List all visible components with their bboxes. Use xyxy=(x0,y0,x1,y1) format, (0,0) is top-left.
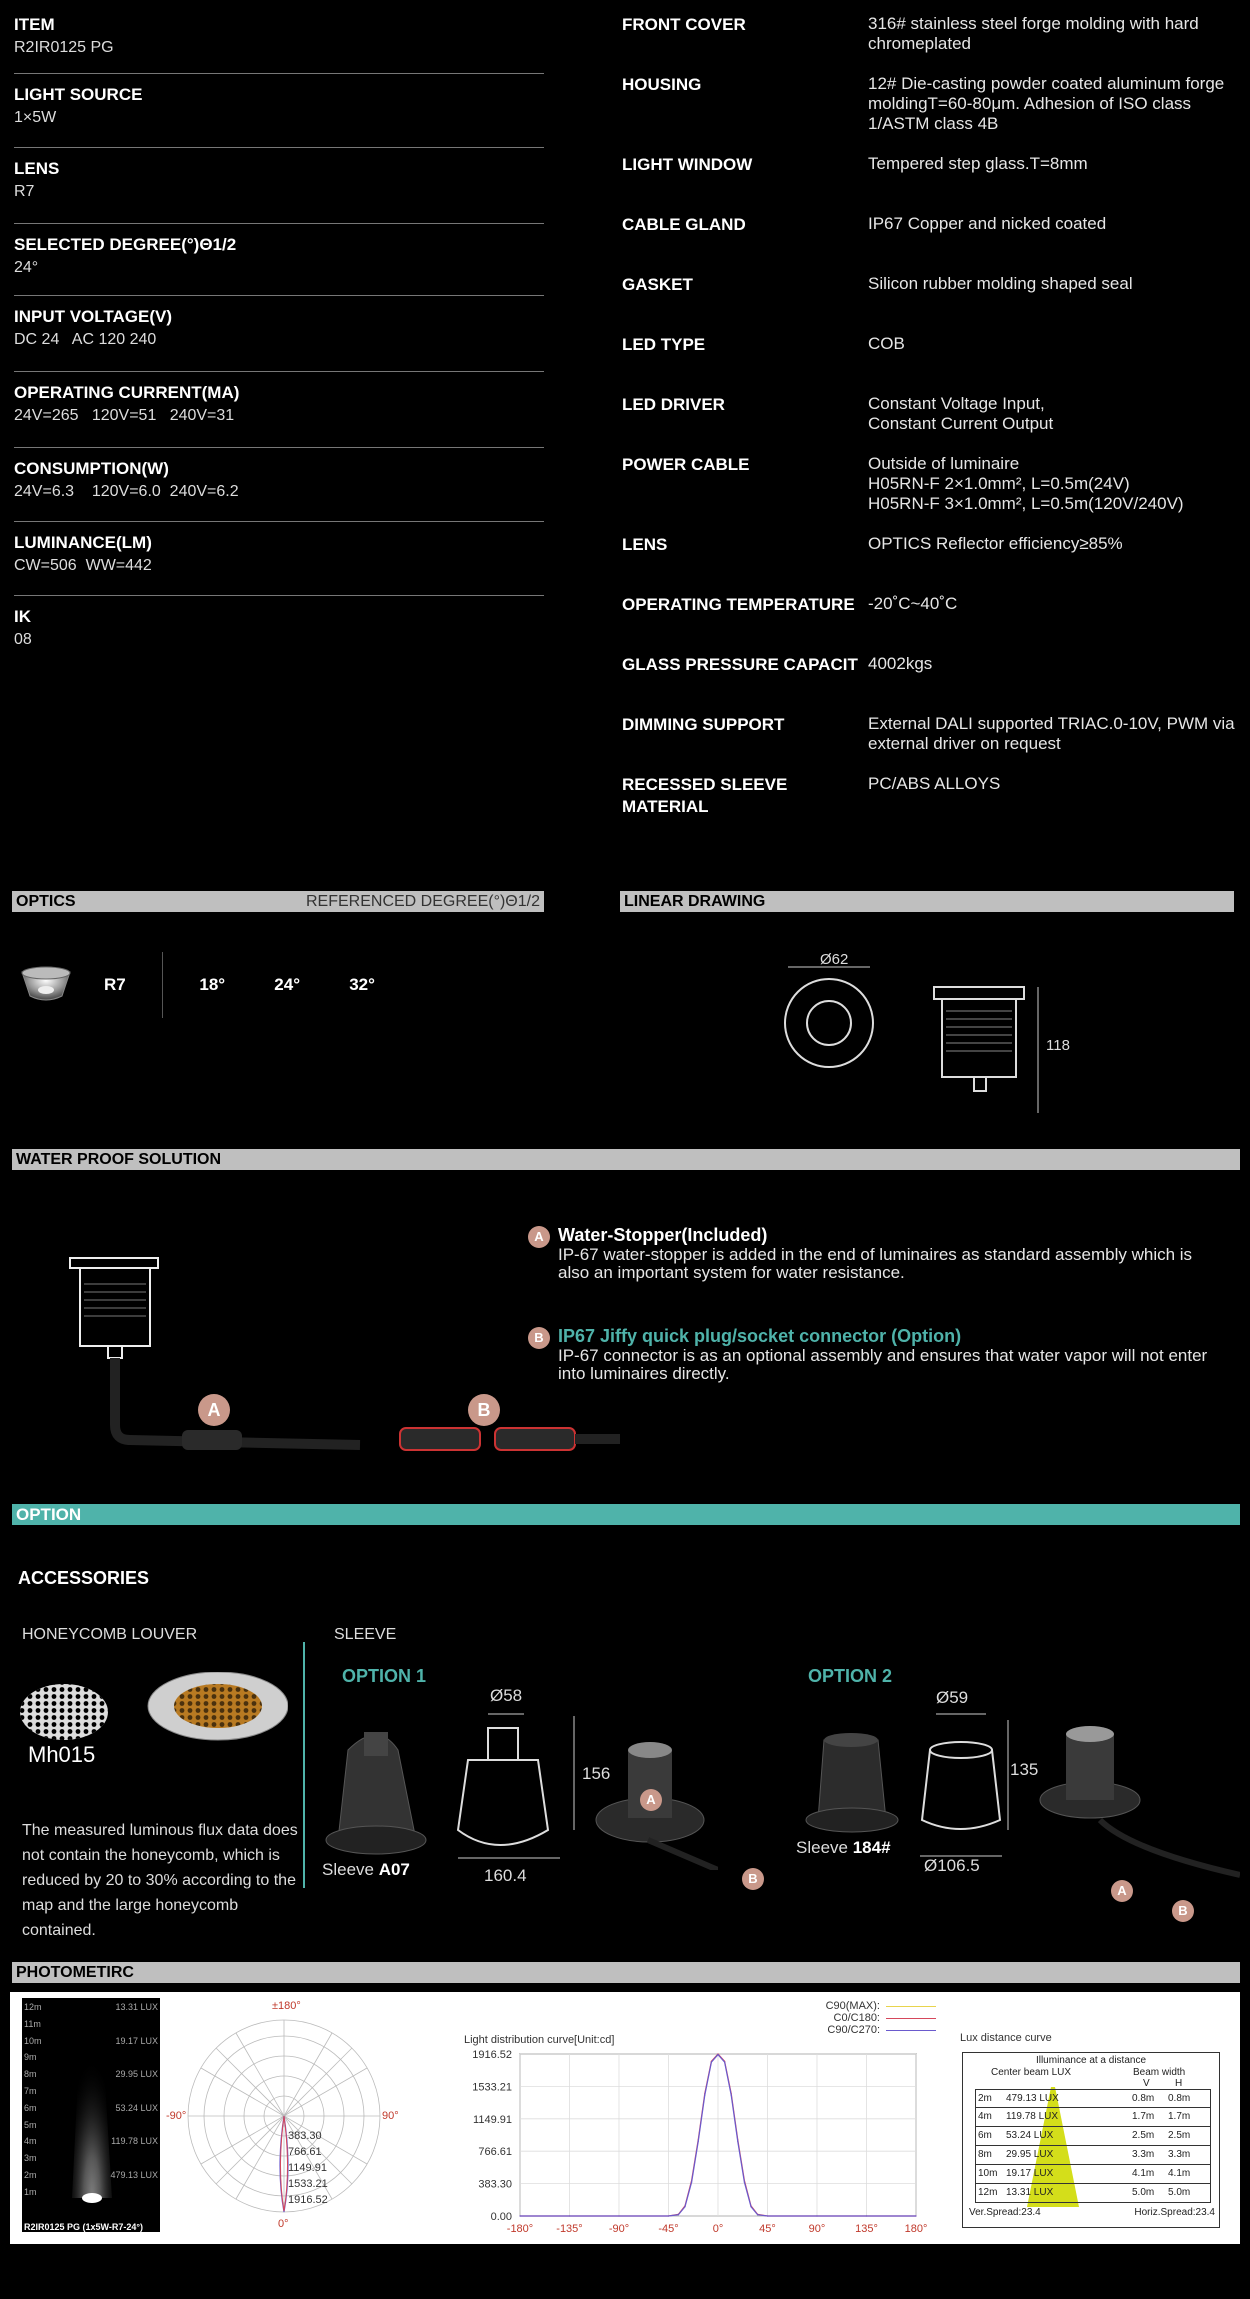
chart-x-tick: -135° xyxy=(556,2223,583,2235)
waterproof-item-b-badge: B xyxy=(528,1327,550,1349)
option2-sleeve-code: 184# xyxy=(852,1838,891,1857)
lux-table-row xyxy=(975,2089,1211,2108)
option1-diameter: Ø58 xyxy=(490,1686,523,1705)
optics-referenced-degree: REFERENCED DEGREE(°)Θ1/2 xyxy=(306,893,540,910)
spec-row-right xyxy=(622,594,1242,654)
chart-point xyxy=(915,2215,916,2216)
spec-row-left xyxy=(14,382,544,448)
option1-title: OPTION 1 xyxy=(342,1666,427,1686)
polar-value-1: 383.30 xyxy=(288,2130,322,2142)
chart-x-tick: 90° xyxy=(808,2223,826,2235)
spec-label: ITEM xyxy=(14,15,55,34)
chart-x-tick: 135° xyxy=(855,2223,878,2235)
spec-value: 1×5W xyxy=(14,109,57,126)
lux-table-cell-h: 0.8m xyxy=(1168,2093,1191,2104)
option2-diameter: Ø59 xyxy=(936,1688,969,1707)
spec-label: LED DRIVER xyxy=(622,395,725,414)
chart-point xyxy=(618,2215,619,2216)
chart-point xyxy=(757,2214,758,2215)
lux-table-col-width: Beam width xyxy=(1133,2067,1186,2078)
spec-label: LENS xyxy=(622,535,668,554)
legend-c0-c180: C0/C180: xyxy=(833,2012,880,2024)
legend-c90-max: C90(MAX): xyxy=(825,2000,880,2012)
option2-title: OPTION 2 xyxy=(808,1666,893,1686)
polar-value-4: 1533.21 xyxy=(288,2178,328,2190)
spec-row-right xyxy=(622,274,1242,334)
lux-table-cell-lux: 119.78 LUX xyxy=(1006,2111,1059,2122)
spec-value: 24° xyxy=(14,259,39,276)
waterproof-item-b-text: IP-67 connector is as an optional assembly and ensures that water vapor will not enter into luminaires directly. xyxy=(558,1346,1208,1383)
lux-table-cell-h: 1.7m xyxy=(1168,2111,1191,2122)
optics-header xyxy=(12,891,544,912)
scene-row-label: 10m xyxy=(24,2035,42,2046)
spec-value: Outside of luminaire H05RN-F 2×1.0mm², L=0.5m(24V) H05RN-F 3×1.0mm², L=0.5m(120V/240V) xyxy=(868,454,1184,513)
optics-divider xyxy=(162,952,163,1018)
polar-diagram xyxy=(166,1998,400,2232)
spec-value: 12# Die-casting powder coated aluminum forge moldingT=60-80μm. Adhesion of ISO class 1/ASTM class 4B xyxy=(868,74,1225,133)
chart-point xyxy=(737,2141,738,2142)
honeycomb-title: HONEYCOMB LOUVER xyxy=(22,1626,198,1643)
chart-point xyxy=(678,2214,679,2215)
chart-point xyxy=(724,2062,725,2063)
spec-value: OPTICS Reflector efficiency≥85% xyxy=(868,534,1123,553)
optics-degree-32: 32° xyxy=(349,975,375,994)
lux-table-cell-h: 2.5m xyxy=(1168,2130,1191,2141)
scene-lux-label: 29.95 LUX xyxy=(115,2069,158,2080)
chart-x-tick: 0° xyxy=(712,2223,724,2235)
spec-label: LED TYPE xyxy=(622,335,706,354)
optics-degree-24: 24° xyxy=(274,975,300,994)
lux-table-cell-d: 6m xyxy=(978,2130,992,2141)
spec-label: OPERATING TEMPERATURE xyxy=(622,595,855,614)
spec-value: 08 xyxy=(14,631,32,648)
lux-table-row xyxy=(975,2165,1211,2184)
curve-title: Light distribution curve[Unit:cd] xyxy=(464,2034,615,2046)
chart-y-tick: 766.61 xyxy=(478,2146,512,2159)
polar-value-5: 1916.52 xyxy=(288,2194,328,2206)
honeycomb-code: Mh015 xyxy=(28,1742,96,1767)
scene-row-label: 4m xyxy=(24,2136,37,2147)
photometric-title: PHOTOMETIRC xyxy=(16,1964,134,1981)
spec-value: COB xyxy=(868,334,905,353)
scene-lux-label: 13.31 LUX xyxy=(115,2002,158,2012)
spec-value: 4002kgs xyxy=(868,654,933,673)
honeycomb-note: The measured luminous flux data does not contain the honeycomb, which is reduced by 20 to 30% according to the map and the large honeycomb contained. xyxy=(22,1822,298,1939)
chart-x-tick: -45° xyxy=(658,2223,679,2235)
polar-right-label: 90° xyxy=(382,2110,399,2122)
spec-value: 24V=265 120V=51 240V=31 xyxy=(14,407,235,424)
chart-x-tick: -180° xyxy=(506,2223,534,2235)
spec-list-right xyxy=(622,14,1242,834)
spec-label: CABLE GLAND xyxy=(622,215,746,234)
lux-table-cell-d: 10m xyxy=(978,2168,998,2179)
option1-width: 160.4 xyxy=(484,1866,527,1885)
linear-drawing-title: LINEAR DRAWING xyxy=(624,893,766,910)
spec-value: Tempered step glass.T=8mm xyxy=(868,154,1088,173)
spec-row-right xyxy=(622,654,1242,714)
linear-drawing-height: 118 xyxy=(1046,1037,1070,1054)
spec-label: LENS xyxy=(14,159,60,178)
option1-illustration xyxy=(318,1710,718,1870)
option1-badge-b: B xyxy=(742,1868,764,1890)
scene-row-label: 1m xyxy=(24,2186,37,2197)
scene-row-label: 8m xyxy=(24,2069,37,2080)
spec-label: RECESSED SLEEVE MATERIAL xyxy=(622,775,788,816)
spec-value: R7 xyxy=(14,183,35,200)
linear-drawing-header xyxy=(620,891,1234,912)
spec-label: CONSUMPTION(W) xyxy=(14,459,169,478)
scene-row-label: 3m xyxy=(24,2153,37,2164)
chart-point xyxy=(569,2215,570,2216)
spec-label: HOUSING xyxy=(622,75,702,94)
lux-table-cell-v: 1.7m xyxy=(1132,2111,1155,2122)
accessories-divider xyxy=(303,1642,305,1888)
option1-sleeve-code: A07 xyxy=(378,1860,410,1879)
scene-caption: R2IR0125 PG (1x5W-R7-24°) xyxy=(24,2222,143,2232)
waterproof-item-a xyxy=(528,1225,1218,1282)
spec-value: R2IR0125 PG xyxy=(14,39,114,56)
scene-lux-label: 19.17 LUX xyxy=(115,2035,158,2046)
spec-label: SELECTED DEGREE(°)Θ1/2 xyxy=(14,235,237,254)
scene-row-label: 12m xyxy=(24,2002,42,2012)
chart-point xyxy=(668,2215,669,2216)
lux-table-row xyxy=(975,2184,1211,2203)
waterproof-badge-b: B xyxy=(468,1394,500,1426)
spec-label: GLASS PRESSURE CAPACIT xyxy=(622,655,858,674)
scene-row-label: 11m xyxy=(24,2018,41,2029)
chart-point xyxy=(750,2206,751,2207)
lux-table-hor-spread: Horiz.Spread:23.4 xyxy=(1134,2207,1215,2218)
spec-row-right xyxy=(622,454,1242,534)
lux-table-cell-d: 2m xyxy=(978,2093,992,2104)
spec-value: PC/ABS ALLOYS xyxy=(868,774,1001,793)
optics-lens: R7 xyxy=(104,975,126,994)
option1-sleeve-label xyxy=(322,1860,410,1880)
scene-lux-label: 119.78 LUX xyxy=(111,2136,158,2147)
spec-label: LUMINANCE(LM) xyxy=(14,533,152,552)
spec-row-right xyxy=(622,534,1242,594)
optics-row xyxy=(104,960,404,1010)
polar-left-label: -90° xyxy=(166,2110,187,2122)
lux-table-col-center: Center beam LUX xyxy=(991,2067,1072,2078)
lux-table-cell-lux: 479.13 LUX xyxy=(1006,2093,1059,2104)
polar-top-label: ±180° xyxy=(272,2000,301,2012)
chart-y-tick: 1916.52 xyxy=(472,2050,512,2061)
option-header xyxy=(12,1504,1240,1525)
option1-sleeve-prefix: Sleeve xyxy=(322,1860,379,1879)
distribution-chart xyxy=(440,2050,940,2236)
chart-point xyxy=(691,2182,692,2183)
lux-table-cell-lux: 19.17 LUX xyxy=(1006,2168,1054,2179)
spec-row-left xyxy=(14,306,544,372)
chart-x-tick: 45° xyxy=(759,2223,776,2235)
scene-row-label: 7m xyxy=(24,2086,37,2096)
linear-drawing xyxy=(770,945,1070,1115)
lux-table-cell-h: 5.0m xyxy=(1168,2187,1191,2198)
spec-row-right xyxy=(622,14,1242,74)
lux-table-col-v: V xyxy=(1143,2078,1150,2089)
option1-height: 156 xyxy=(582,1764,611,1783)
spec-label: DIMMING SUPPORT xyxy=(622,715,785,734)
scene-row-label: 2m xyxy=(24,2170,37,2180)
waterproof-badge-a: A xyxy=(198,1394,230,1426)
spec-row-right xyxy=(622,154,1242,214)
spec-list-left xyxy=(14,14,544,676)
lux-table-col-h: H xyxy=(1175,2078,1183,2089)
chart-point xyxy=(698,2141,699,2142)
option2-badge-b: B xyxy=(1172,1900,1194,1922)
chart-y-tick: 0.00 xyxy=(490,2211,512,2223)
spec-row-right xyxy=(622,214,1242,274)
option2-height: 135 xyxy=(1010,1760,1039,1779)
linear-drawing-diameter: Ø62 xyxy=(820,951,849,968)
lux-table-row xyxy=(975,2146,1211,2165)
spec-label: OPERATING CURRENT(MA) xyxy=(14,383,240,402)
spec-row-right xyxy=(622,334,1242,394)
chart-x-tick: 180° xyxy=(904,2223,928,2235)
chart-x-tick: -90° xyxy=(608,2223,630,2235)
spec-value: Constant Voltage Input, Constant Current Output xyxy=(868,394,1054,433)
lux-table-cell-v: 2.5m xyxy=(1132,2130,1155,2141)
waterproof-item-a-text: IP-67 water-stopper is added in the end of luminaires as standard assembly which is also an important system for water resistance. xyxy=(558,1245,1193,1282)
spec-value: DC 24 AC 120 240 xyxy=(14,331,157,348)
chart-point xyxy=(684,2206,685,2207)
option2-sleeve-prefix: Sleeve xyxy=(796,1838,853,1857)
option1-badge-a: A xyxy=(640,1789,662,1811)
lux-table-row xyxy=(975,2127,1211,2146)
spec-label: INPUT VOLTAGE(V) xyxy=(14,307,173,326)
spec-value: Silicon rubber molding shaped seal xyxy=(868,274,1133,293)
option-title: OPTION xyxy=(16,1505,82,1524)
scene-row-label: 5m xyxy=(24,2119,37,2130)
lux-table-rows xyxy=(975,2089,1211,2203)
spec-label: GASKET xyxy=(622,275,693,294)
polar-bottom-label: 0° xyxy=(278,2218,289,2230)
lux-table-ver-spread: Ver.Spread:23.4 xyxy=(969,2207,1041,2218)
polar-value-3: 1149.91 xyxy=(288,2162,327,2174)
lux-table-cell-lux: 13.31 LUX xyxy=(1006,2187,1054,2198)
spec-label: IK xyxy=(14,607,31,626)
lux-table xyxy=(962,2052,1220,2228)
chart-point xyxy=(744,2182,745,2183)
spec-label: FRONT COVER xyxy=(622,15,746,34)
chart-point xyxy=(866,2215,867,2216)
option2-width: Ø106.5 xyxy=(924,1856,980,1875)
lux-title: Lux distance curve xyxy=(960,2032,1052,2044)
spec-value: 24V=6.3 120V=6.0 240V=6.2 xyxy=(14,483,239,500)
chart-point xyxy=(704,2095,705,2096)
lux-table-cell-h: 4.1m xyxy=(1168,2168,1191,2179)
spec-row-left xyxy=(14,84,544,148)
curve-legend xyxy=(780,2000,940,2036)
accessories-title: ACCESSORIES xyxy=(18,1568,150,1588)
spec-label: LIGHT SOURCE xyxy=(14,85,143,104)
lux-table-cell-d: 12m xyxy=(978,2187,998,2198)
lux-table-title: Illuminance at a distance xyxy=(1035,2055,1147,2066)
polar-value-2: 766.61 xyxy=(288,2146,322,2158)
legend-c90-c270: C90/C270: xyxy=(827,2024,880,2036)
chart-point xyxy=(717,2054,718,2055)
option2-badge-a: A xyxy=(1111,1880,1133,1902)
lux-table-cell-v: 0.8m xyxy=(1132,2093,1155,2104)
scene-row-label: 6m xyxy=(24,2102,37,2113)
spec-row-left xyxy=(14,14,544,74)
waterproof-header xyxy=(12,1149,1240,1170)
waterproof-item-a-badge: A xyxy=(528,1226,550,1248)
photometric-header xyxy=(12,1962,1240,1983)
scene-lux-label: 53.24 LUX xyxy=(115,2102,158,2113)
spec-row-left xyxy=(14,158,544,224)
lux-table-cell-v: 4.1m xyxy=(1132,2168,1155,2179)
lux-table-cell-lux: 29.95 LUX xyxy=(1006,2149,1054,2160)
chart-point xyxy=(767,2215,768,2216)
waterproof-item-b xyxy=(528,1326,1218,1383)
scene-row-label: 9m xyxy=(24,2052,37,2063)
spec-row-left xyxy=(14,606,544,666)
spec-row-right xyxy=(622,74,1242,154)
spec-row-right xyxy=(622,774,1242,834)
chart-point xyxy=(731,2095,732,2096)
spec-value: -20˚C~40˚C xyxy=(868,594,958,613)
lux-table-cell-h: 3.3m xyxy=(1168,2149,1191,2160)
lux-table-cell-d: 8m xyxy=(978,2149,992,2160)
spec-label: POWER CABLE xyxy=(622,455,750,474)
spec-row-right xyxy=(622,714,1242,774)
spec-value: 316# stainless steel forge molding with hard chromeplated xyxy=(868,14,1199,53)
sleeve-title: SLEEVE xyxy=(334,1626,397,1643)
scene-lux-label: 479.13 LUX xyxy=(110,2170,158,2180)
spec-label: LIGHT WINDOW xyxy=(622,155,753,174)
waterproof-item-b-title: IP67 Jiffy quick plug/socket connector (Option) xyxy=(558,1326,962,1346)
distribution-chart-svg xyxy=(440,2050,940,2236)
spec-row-left xyxy=(14,234,544,296)
spec-value: External DALI supported TRIAC.0-10V, PWM via external driver on request xyxy=(868,714,1235,753)
spec-value: CW=506 WW=442 xyxy=(14,557,152,574)
spec-value: IP67 Copper and nicked coated xyxy=(868,214,1107,233)
lux-table-cell-v: 3.3m xyxy=(1132,2149,1155,2160)
chart-y-tick: 1149.91 xyxy=(473,2113,512,2126)
reflector-image xyxy=(18,962,74,1006)
lux-scene xyxy=(22,1998,160,2232)
waterproof-item-a-title: Water-Stopper(Included) xyxy=(558,1225,768,1245)
option2-sleeve-label xyxy=(796,1838,891,1858)
lux-table-cell-d: 4m xyxy=(978,2111,992,2122)
optics-title: OPTICS xyxy=(16,893,76,910)
spec-row-left xyxy=(14,458,544,522)
spec-row-right xyxy=(622,394,1242,454)
honeycomb-images xyxy=(18,1672,288,1752)
lux-table-cell-lux: 53.24 LUX xyxy=(1006,2130,1054,2141)
chart-y-tick: 1533.21 xyxy=(472,2081,512,2094)
chart-point xyxy=(816,2215,817,2216)
lux-table-row xyxy=(975,2108,1211,2127)
chart-y-tick: 383.30 xyxy=(478,2178,512,2191)
chart-point xyxy=(711,2062,712,2063)
chart-point xyxy=(519,2215,520,2216)
optics-degree-18: 18° xyxy=(199,975,226,994)
waterproof-title: WATER PROOF SOLUTION xyxy=(16,1151,222,1168)
lux-table-cell-v: 5.0m xyxy=(1132,2187,1155,2198)
spec-row-left xyxy=(14,532,544,596)
